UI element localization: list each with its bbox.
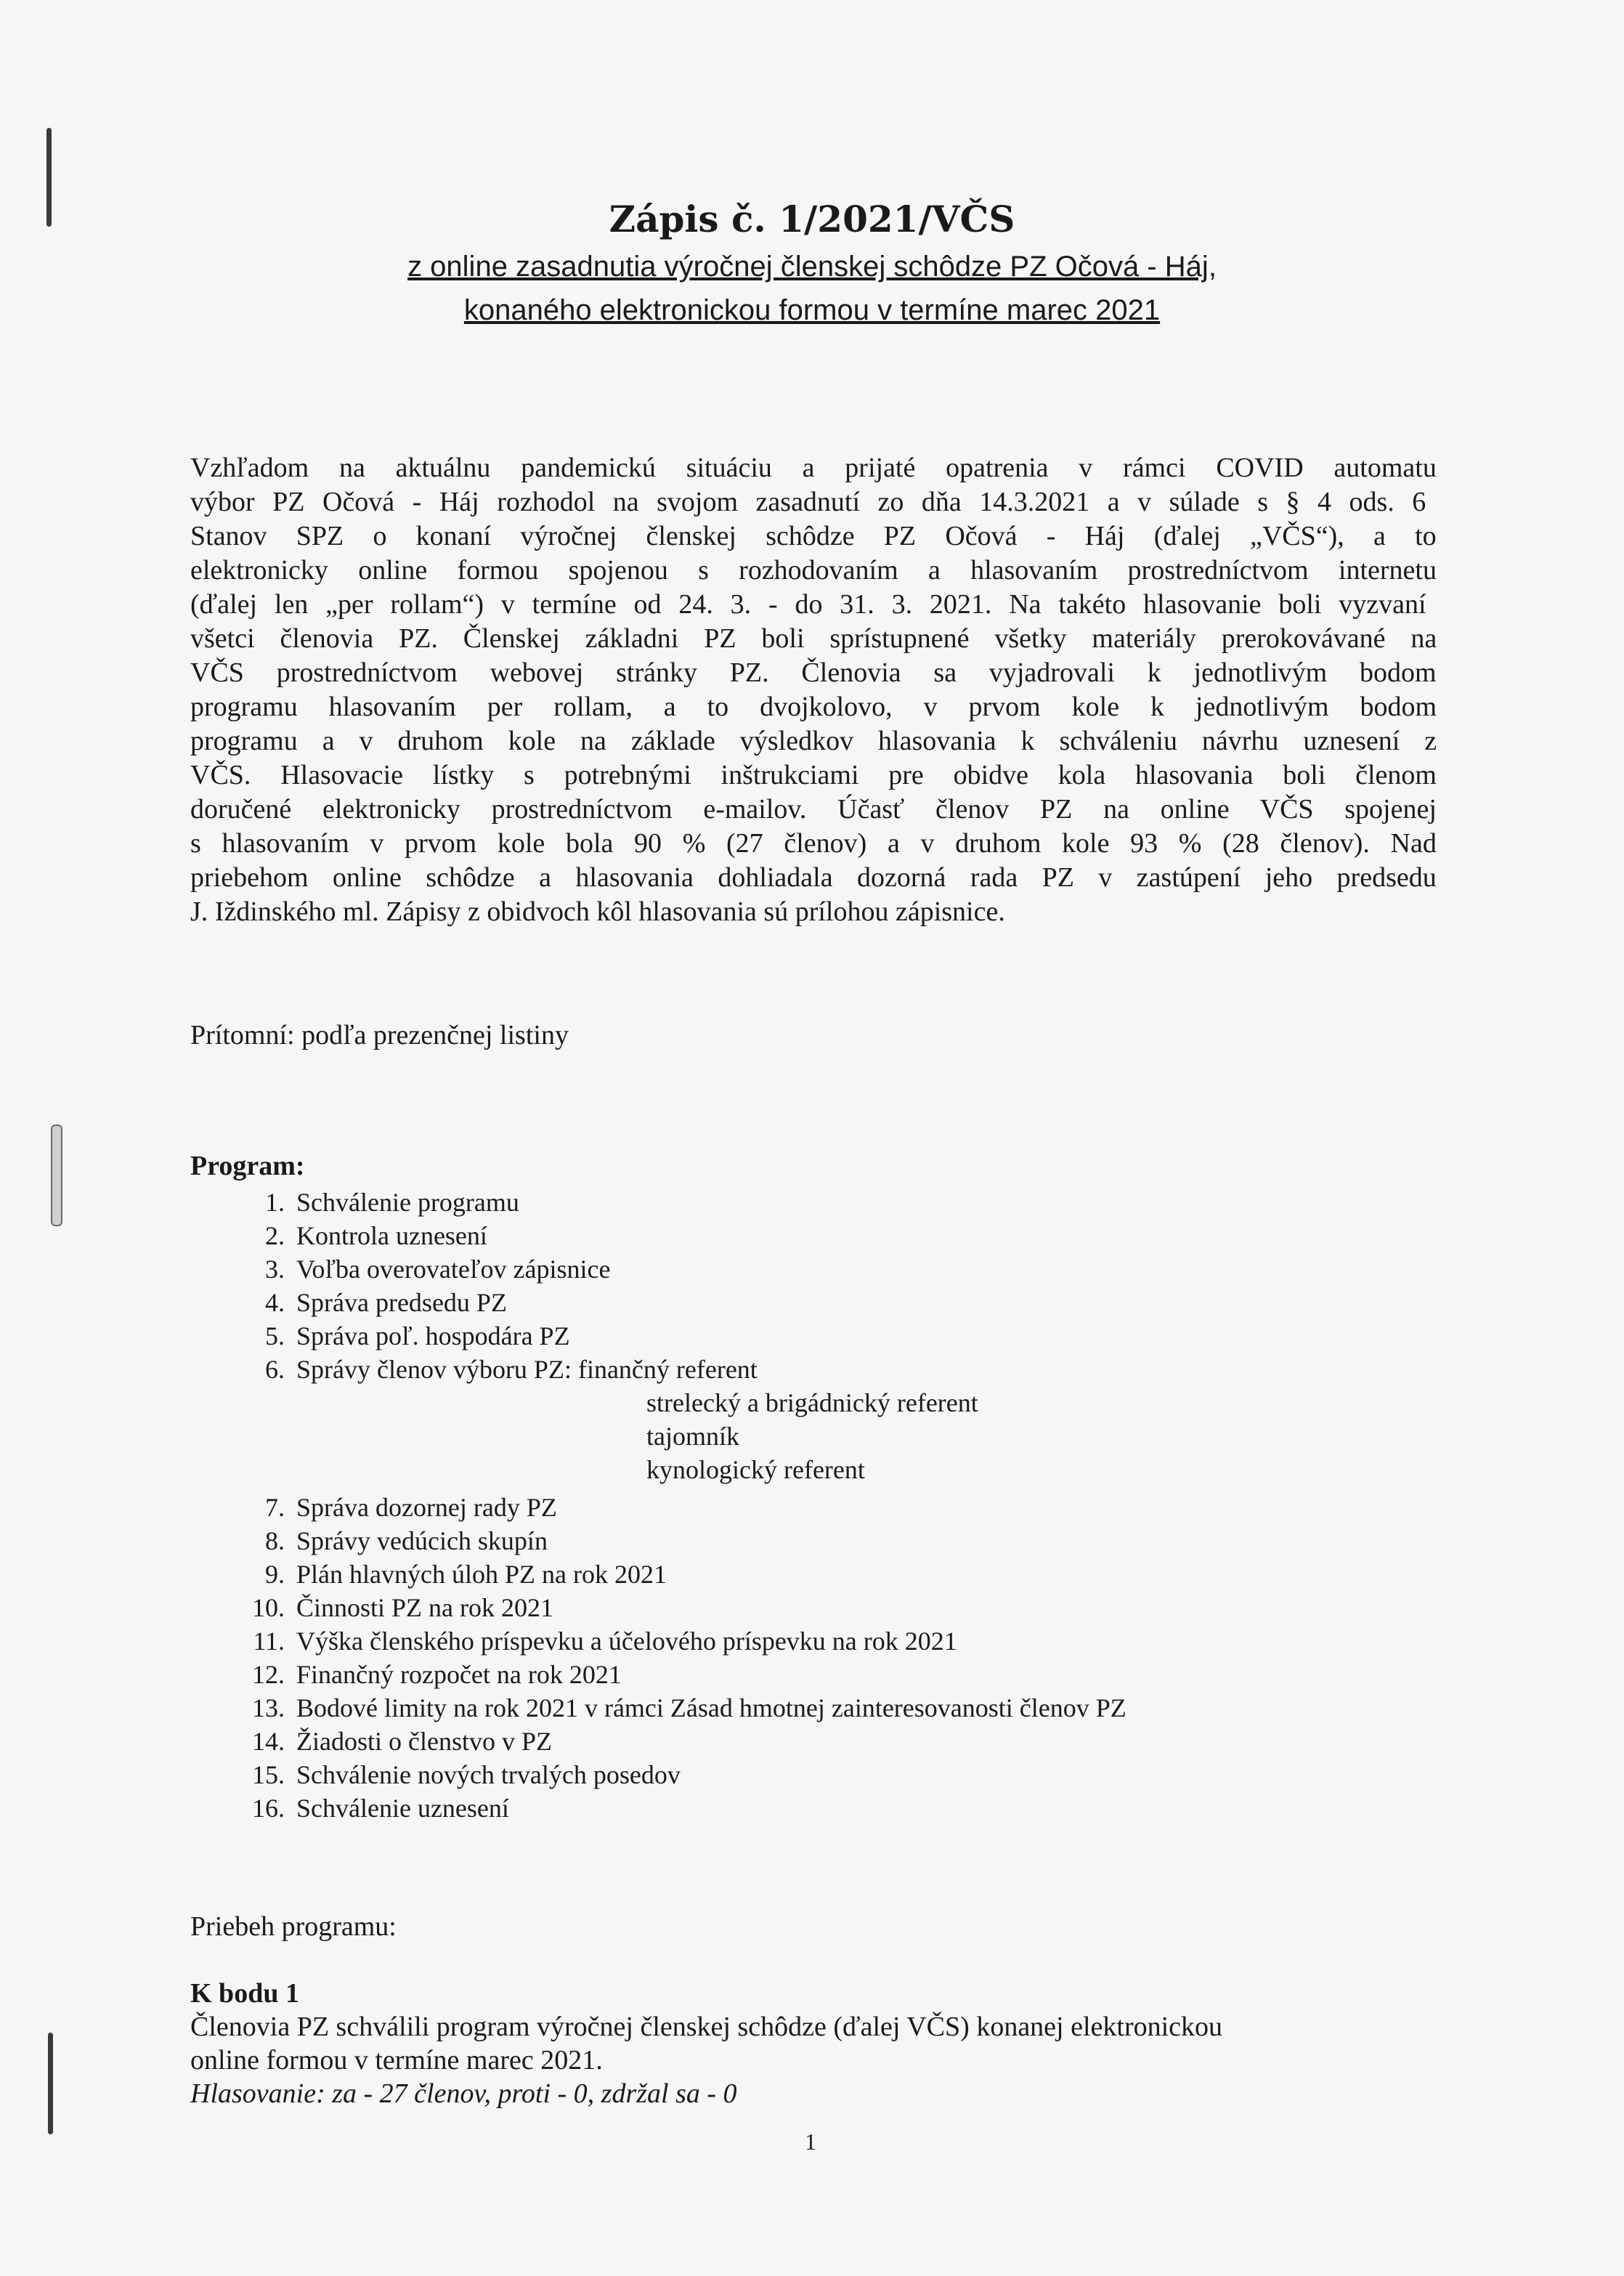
program-item: 3. Voľba overovateľov zápisnice bbox=[265, 1255, 611, 1284]
present-text: Prítomní: podľa prezenčnej listiny bbox=[190, 1020, 569, 1050]
intro-line: programu hlasovaním per rollam, a to dvojkolovo, v prvom kole k jednotlivým bodom bbox=[190, 692, 1437, 722]
program-item: 15. Schválenie nových trvalých posedov bbox=[252, 1760, 681, 1789]
program-item: 5. Správa poľ. hospodára PZ bbox=[265, 1321, 570, 1350]
program-item: 16. Schválenie uznesení bbox=[252, 1794, 509, 1823]
intro-line: VČS. Hlasovacie lístky s potrebnými inštrukciami pre obidve kola hlasovania boli členom bbox=[190, 760, 1437, 790]
point1-vote: Hlasovanie: za - 27 členov, proti - 0, zdržal sa - 0 bbox=[190, 2078, 737, 2109]
page-number: 1 bbox=[805, 2129, 816, 2155]
program-item: 2. Kontrola uznesení bbox=[265, 1221, 487, 1250]
intro-line: J. Iždinského ml. Zápisy z obidvoch kôl hlasovania sú prílohou zápisnice. bbox=[190, 896, 1005, 927]
program-item: 11. Výška členského príspevku a účelového príspevku na rok 2021 bbox=[253, 1627, 957, 1656]
program-item: 9. Plán hlavných úloh PZ na rok 2021 bbox=[265, 1560, 667, 1589]
point1-line: online formou v termíne marec 2021. bbox=[190, 2045, 603, 2075]
program-item: 10. Činnosti PZ na rok 2021 bbox=[252, 1593, 554, 1622]
intro-line: všetci členovia PZ. Členskej základni PZ boli sprístupnené všetky materiály prerokovávané na bbox=[190, 623, 1437, 654]
document-title: Zápis č. 1/2021/VČS bbox=[609, 198, 1015, 240]
intro-line: doručené elektronicky prostredníctvom e-mailov. Účasť členov PZ na online VČS spojenej bbox=[190, 794, 1437, 825]
intro-line: s hlasovaním v prvom kole bola 90 % (27 členov) a v druhom kole 93 % (28 členov). Nad bbox=[190, 828, 1437, 859]
intro-line: výbor PZ Očová - Háj rozhodol na svojom zasadnutí zo dňa 14.3.2021 a v súlade s § 4 ods. 6 bbox=[190, 487, 1426, 517]
program-item: 7. Správa dozornej rady PZ bbox=[265, 1493, 557, 1522]
program-item: 14. Žiadosti o členstvo v PZ bbox=[252, 1727, 552, 1756]
intro-line: programu a v druhom kole na základe výsledkov hlasovania k schváleniu návrhu uznesení z bbox=[190, 726, 1437, 756]
program-item: 6. Správy členov výboru PZ: finančný referent bbox=[265, 1355, 758, 1384]
intro-line: VČS prostredníctvom webovej stránky PZ. Členovia sa vyjadrovali k jednotlivým bodom bbox=[190, 657, 1437, 688]
intro-line: (ďalej len „per rollam“) v termíne od 24. 3. - do 31. 3. 2021. Na takéto hlasovanie boli vyzvaní bbox=[190, 589, 1426, 620]
program-item: 1. Schválenie programu bbox=[265, 1188, 519, 1217]
intro-line: Stanov SPZ o konaní výročnej členskej schôdze PZ Očová - Háj (ďalej „VČS“), a to bbox=[190, 521, 1437, 551]
program-heading: Program: bbox=[190, 1151, 305, 1181]
point1-heading: K bodu 1 bbox=[190, 1978, 299, 2009]
program-item: 13. Bodové limity na rok 2021 v rámci Zásad hmotnej zainteresovanosti členov PZ bbox=[252, 1693, 1126, 1722]
intro-line: elektronicky online formou spojenou s rozhodovaním a hlasovaním prostredníctvom internetu bbox=[190, 555, 1437, 586]
staple-mark bbox=[51, 1125, 62, 1226]
program-subitem: tajomník bbox=[646, 1422, 739, 1451]
subtitle-line-2: konaného elektronickou formou v termíne marec 2021 bbox=[463, 294, 1161, 326]
program-item: 8. Správy vedúcich skupín bbox=[265, 1526, 548, 1555]
point1-line: Členovia PZ schválili program výročnej členskej schôdze (ďalej VČS) konanej elektronickou bbox=[190, 2012, 1223, 2042]
program-subitem: kynologický referent bbox=[646, 1455, 865, 1484]
program-item: 4. Správa predsedu PZ bbox=[265, 1288, 507, 1317]
subtitle-line-1: z online zasadnutia výročnej členskej schôdze PZ Očová - Háj, bbox=[407, 251, 1217, 283]
program-item: 12. Finančný rozpočet na rok 2021 bbox=[252, 1660, 622, 1689]
binder-mark-bottom bbox=[48, 2033, 53, 2134]
program-subitem: strelecký a brigádnický referent bbox=[646, 1388, 978, 1417]
intro-line: Vzhľadom na aktuálnu pandemickú situáciu a prijaté opatrenia v rámci COVID automatu bbox=[190, 453, 1437, 483]
progress-heading: Priebeh programu: bbox=[190, 1911, 397, 1942]
intro-line: priebehom online schôdze a hlasovania dohliadala dozorná rada PZ v zastúpení jeho predsedu bbox=[190, 862, 1437, 893]
